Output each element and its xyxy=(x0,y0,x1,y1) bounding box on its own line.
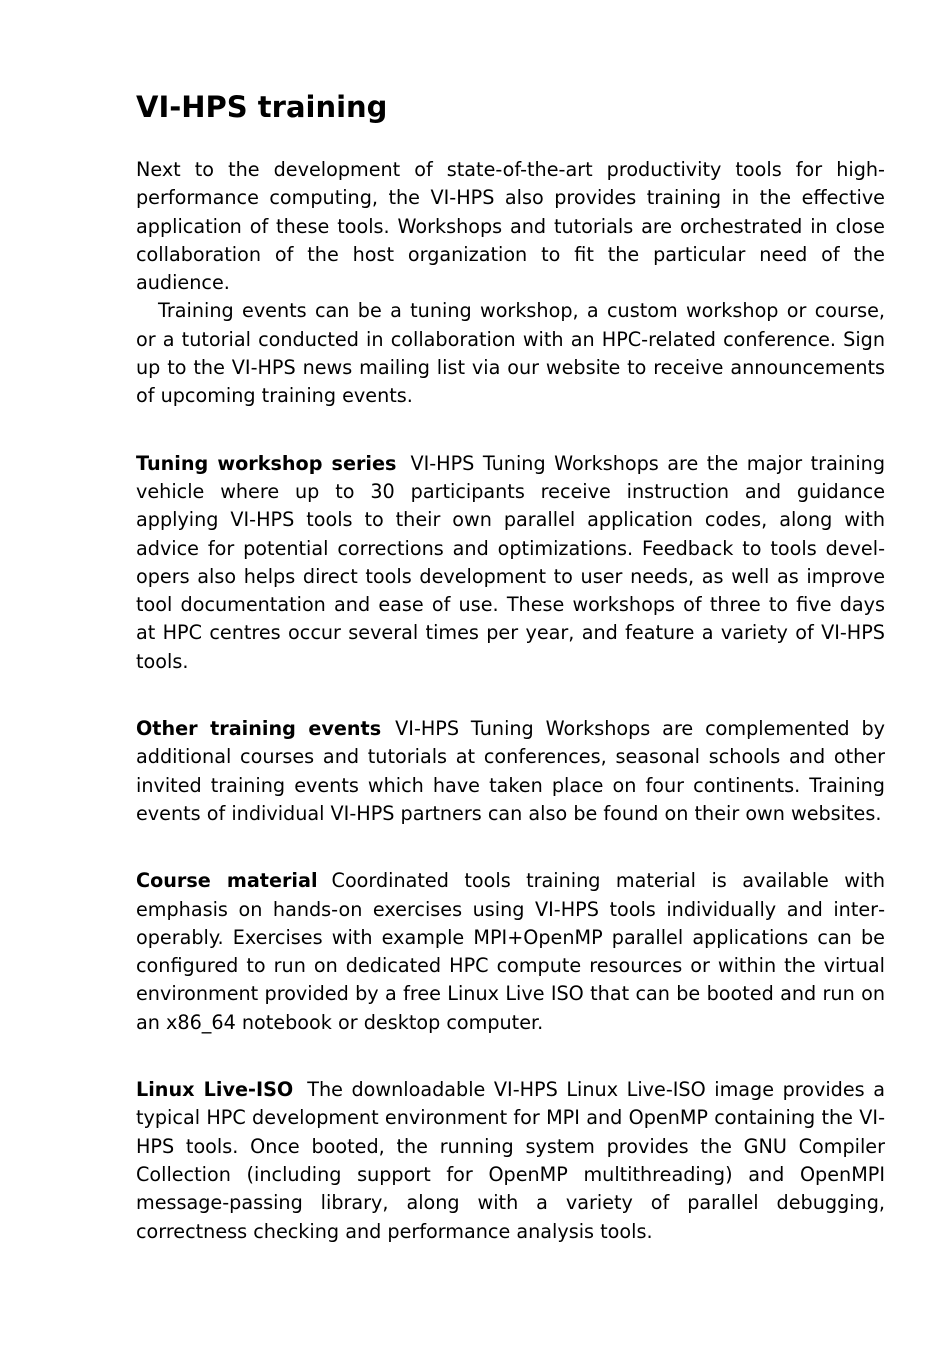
page-title: VI-HPS training xyxy=(136,90,388,124)
section-paragraph xyxy=(136,715,885,828)
section-other-training-events xyxy=(136,715,885,828)
section-heading: Course material xyxy=(136,869,318,893)
section-heading: Linux Live-ISO xyxy=(136,1078,294,1102)
intro-paragraph-2: Training events can be a tuning workshop, a custom workshop or course, or a tutorial conducted in collaboration with an HPC-related conference. Sign up to the VI-HPS news mailing list via our website to receive announcements of upcoming training events. xyxy=(136,299,885,408)
section-tuning-workshop-series xyxy=(136,450,885,676)
section-paragraph xyxy=(136,867,885,1037)
section-body: VI-HPS Tuning Workshops are the major training vehicle where up to 30 participants receive instruction and guidance applying VI-HPS tools to their own parallel application codes, along with advice for potential corrections and optimizations. Feedback to tools developers also helps direct tools development to user needs, as well as improve tool documentation and ease of use. These workshops of three to five days at HPC centres occur several times per year, and feature a variety of VI-HPS tools. xyxy=(136,451,885,673)
section-linux-live-iso xyxy=(136,1076,885,1246)
section-course-material xyxy=(136,867,885,1037)
section-paragraph xyxy=(136,450,885,676)
section-heading: Other training events xyxy=(136,717,382,741)
section-body: VI-HPS Tuning Workshops are complemented by additional courses and tutorials at conferences, seasonal schools and other invited training events which have taken place on four continents. Training events of individual VI-HPS partners can also be found on their own websites. xyxy=(136,717,885,825)
section-paragraph xyxy=(136,1076,885,1246)
section-body: Coordinated tools training material is available with emphasis on hands-on exercises using VI-HPS tools individually and interoperably. Exercises with example MPI+OpenMP parallel applications can be configured to run on dedicated HPC compute resources or within the virtual environment provided by a free Linux Live ISO that can be booted and run on an x86_64 notebook or desktop computer. xyxy=(136,869,885,1034)
document-page xyxy=(136,88,885,1246)
intro-paragraph-1: Next to the development of state-of-the-art productivity tools for high-performance computing, the VI-HPS also provides training in the effective application of these tools. Workshops and tutorials are orchestrated in close collaboration of the host organization to fit the particular need of the audience. xyxy=(136,158,885,295)
section-heading: Tuning workshop series xyxy=(136,451,397,475)
section-body: The downloadable VI-HPS Linux Live-ISO image provides a typical HPC development environment for MPI and OpenMP containing the VI-HPS tools. Once booted, the running system provides the GNU Compiler Collection (including support for OpenMP multithreading) and OpenMPI message-passing library, along with a variety of parallel debugging, correctness checking and performance analysis tools. xyxy=(136,1078,885,1243)
